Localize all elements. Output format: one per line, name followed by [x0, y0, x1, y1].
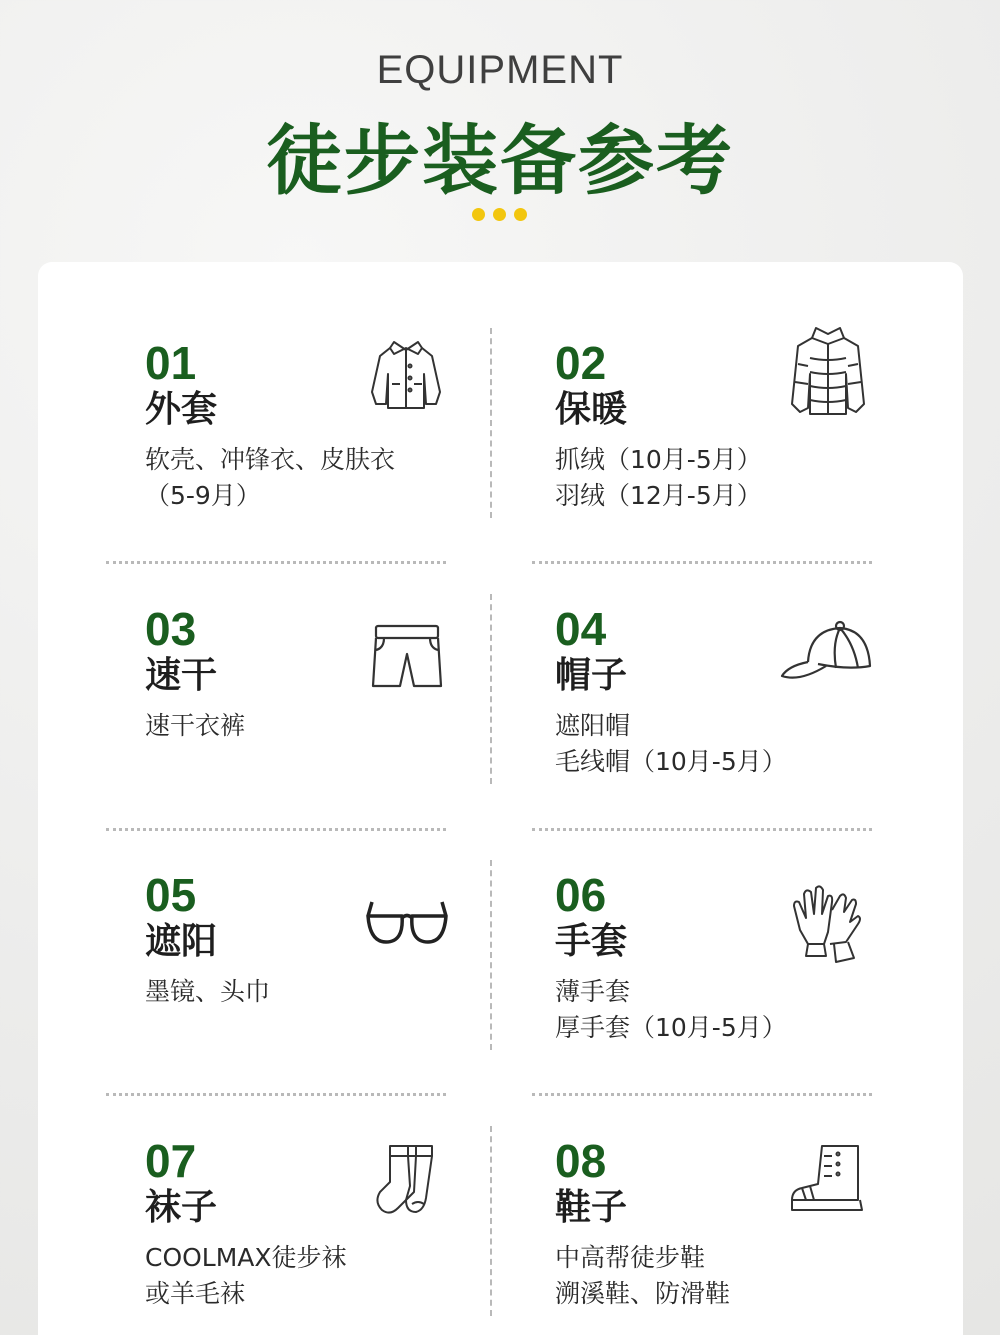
item-name: 袜子 [145, 1187, 218, 1228]
item-number: 04 [555, 603, 607, 655]
item-description: 速干衣裤 [145, 711, 246, 740]
item-name: 帽子 [555, 655, 628, 696]
item-name: 保暖 [555, 389, 628, 430]
item-jacket [145, 338, 505, 578]
item-description: 薄手套 厚手套（10月-5月） [555, 977, 787, 1042]
item-name: 外套 [145, 389, 218, 430]
shorts-icon [370, 622, 444, 692]
socks-icon [372, 1142, 440, 1218]
item-name: 手套 [555, 921, 628, 962]
item-name: 速干 [145, 655, 218, 696]
header [0, 0, 1000, 260]
item-number: 02 [555, 337, 607, 389]
item-number: 08 [555, 1135, 607, 1187]
item-name: 鞋子 [555, 1187, 628, 1228]
decorative-dots [470, 208, 530, 222]
item-number: 01 [145, 337, 197, 389]
item-socks [145, 1136, 505, 1335]
dot [472, 208, 485, 221]
item-number: 03 [145, 603, 197, 655]
item-description: COOLMAX徒步袜 或羊毛袜 [145, 1243, 347, 1308]
item-description: 遮阳帽 毛线帽（10月-5月） [555, 711, 787, 776]
item-number: 06 [555, 869, 607, 921]
item-description: 抓绒（10月-5月） 羽绒（12月-5月） [555, 445, 762, 510]
item-description: 中高帮徒步鞋 溯溪鞋、防滑鞋 [555, 1243, 731, 1308]
item-description: 软壳、冲锋衣、皮肤衣 （5-9月） [145, 445, 396, 510]
item-quick-dry [145, 604, 505, 844]
glasses-icon [364, 898, 450, 948]
item-number: 07 [145, 1135, 197, 1187]
page-title: 徒步装备参考 [266, 116, 734, 205]
item-number: 05 [145, 869, 197, 921]
item-name: 遮阳 [145, 921, 218, 962]
boot-icon [788, 1142, 866, 1218]
cap-icon [778, 618, 874, 684]
item-sun-protection [145, 870, 505, 1110]
down-jacket-icon [786, 324, 870, 420]
equipment-card [38, 262, 963, 1335]
gloves-icon [786, 882, 866, 966]
dot [514, 208, 527, 221]
dot [493, 208, 506, 221]
jacket-icon [366, 334, 446, 414]
item-description: 墨镜、头巾 [145, 977, 271, 1006]
subtitle: EQUIPMENT [376, 48, 624, 92]
